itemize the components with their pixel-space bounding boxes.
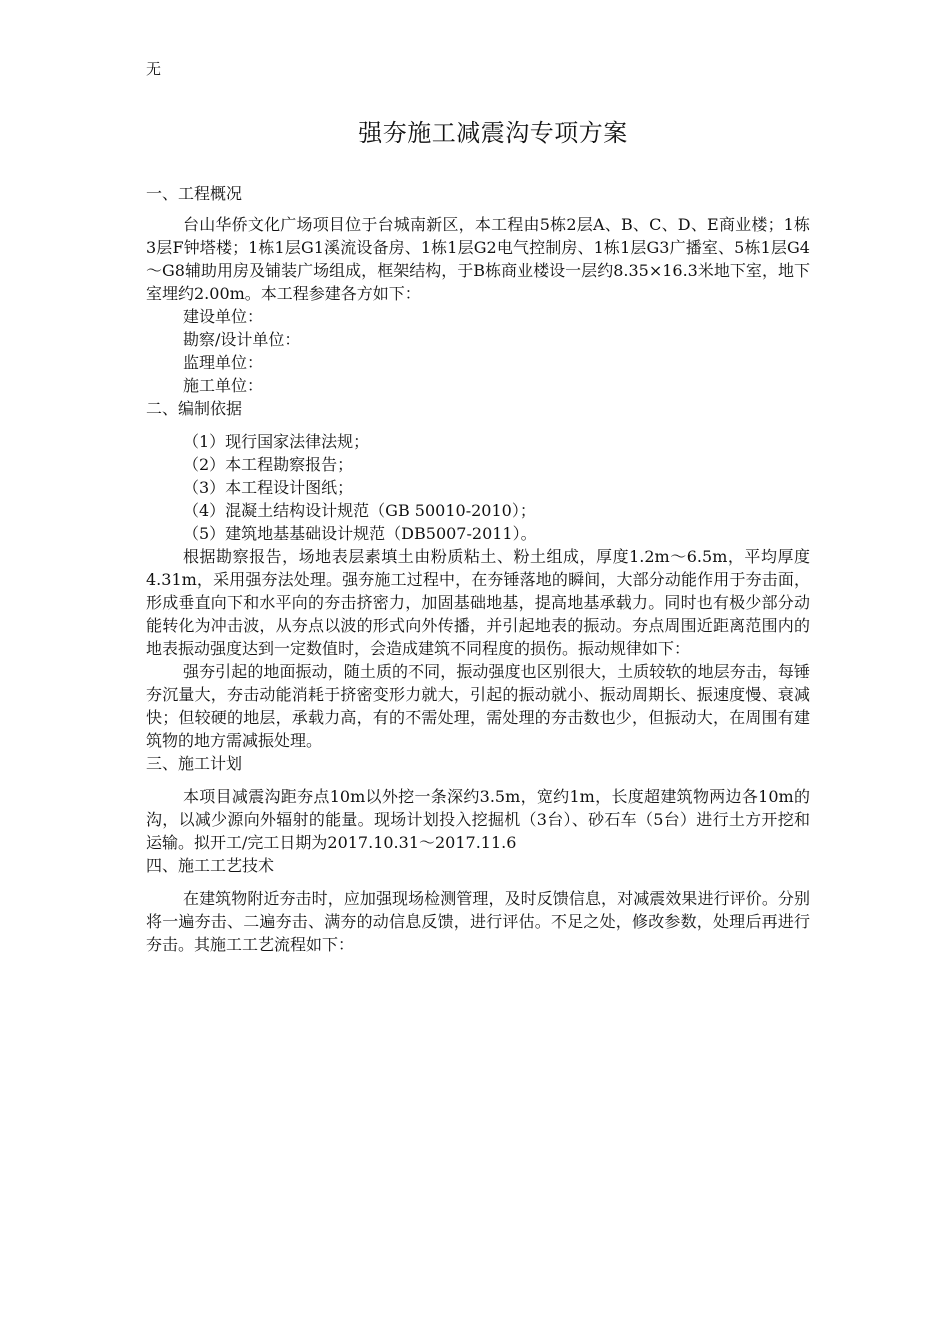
vibration-paragraph: 强夯引起的地面振动，随土质的不同，振动强度也区别很大，土质较软的地层夯击，每锤夯沉量大，夯击动能消耗于挤密变形力就大，引起的振动就小、振动周期长、振速度慢、衰减快；但较硬的地层，承载力高，有的不需处理，需处理的夯击数也少，但振动大，在周围有建筑物的地方需减振处理。 [146,662,810,750]
section-heading-overview: 一、工程概况 [146,184,243,203]
basis-list-item: （1）现行国家法律法规； [183,432,370,451]
overview-paragraph: 台山华侨文化广场项目位于台城南新区，本工程由5栋2层A、B、C、D、E商业楼；1栋3层F钟塔楼；1栋1层G1溪流设备房、1栋1层G2电气控制房、1栋1层G3广播室、5栋1层G4～G8辅助用房及铺装广场组成，框架结构，于B栋商业楼设一层约8.35×16.3米地下室，地下室埋约2.00m。本工程参建各方如下： [146,215,810,303]
basis-list-item: （5）建筑地基基础设计规范（DB5007-2011）。 [183,524,537,543]
party-construction-unit: 建设单位： [183,307,264,326]
section-heading-plan: 三、施工计划 [146,754,243,773]
section-heading-technique: 四、施工工艺技术 [146,856,275,875]
document-title: 强夯施工减震沟专项方案 [358,119,628,147]
section-heading-basis: 二、编制依据 [146,399,243,418]
basis-list-item: （3）本工程设计图纸； [183,478,354,497]
basis-list-item: （2）本工程勘察报告； [183,455,354,474]
document-body [146,182,810,956]
technique-paragraph: 在建筑物附近夯击时，应加强现场检测管理，及时反馈信息，对减震效果进行评价。分别将一遍夯击、二遍夯击、满夯的动信息反馈，进行评估。不足之处，修改参数，处理后再进行夯击。其施工工艺流程如下： [146,889,810,954]
party-survey-design-unit: 勘察/设计单位： [183,330,301,349]
party-builder-unit: 施工单位： [183,376,264,395]
header-mark: 无 [146,60,162,78]
party-supervision-unit: 监理单位： [183,353,264,372]
plan-paragraph: 本项目减震沟距夯点10m以外挖一条深约3.5m，宽约1m，长度超建筑物两边各10m的沟，以减少源向外辐射的能量。现场计划投入挖掘机（3台）、砂石车（5台）进行土方开挖和运输。拟开工/完工日期为2017.10.31～2017.11.6 [146,787,810,852]
basis-list-item: （4）混凝土结构设计规范（GB 50010-2010）； [183,501,536,520]
survey-paragraph: 根据勘察报告，场地表层素填土由粉质粘土、粉土组成，厚度1.2m～6.5m，平均厚度4.31m，采用强夯法处理。强夯施工过程中，在夯锤落地的瞬间，大部分动能作用于夯击面，形成垂直向下和水平向的夯击挤密力，加固基础地基，提高地基承载力。同时也有极少部分动能转化为冲击波，从夯点以波的形式向外传播，并引起地表的振动。夯点周围近距离范围内的地表振动强度达到一定数值时，会造成建筑不同程度的损伤。振动规律如下： [146,547,810,658]
